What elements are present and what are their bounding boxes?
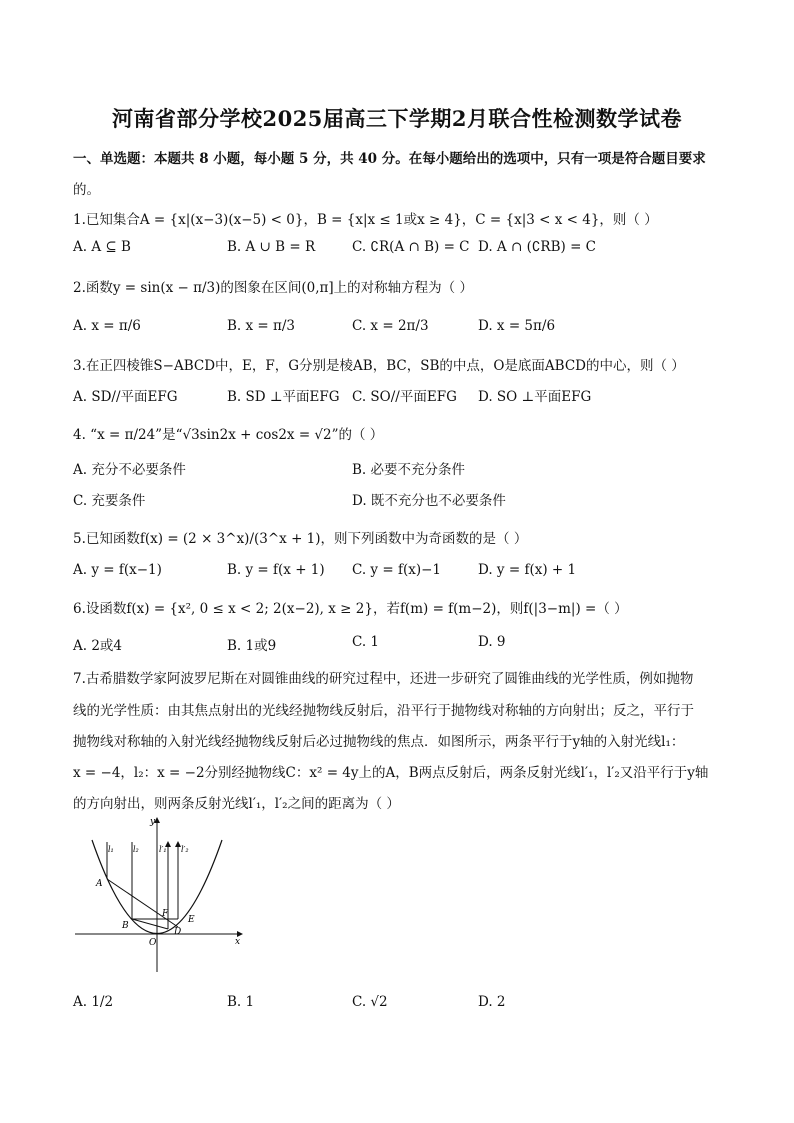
- label-l1-prime: l′₁: [159, 845, 167, 854]
- segment-b-d: [132, 919, 168, 929]
- q7-option-b: B. 1: [227, 994, 255, 1010]
- q7-option-d: D. 2: [478, 994, 506, 1010]
- q5-option-b: B. y = f(x + 1): [227, 562, 325, 578]
- label-y: y: [150, 817, 156, 827]
- label-point-d: D: [174, 927, 182, 937]
- q4-option-b: B. 必要不充分条件: [352, 462, 466, 478]
- q2-option-d: D. x = 5π/6: [478, 318, 556, 334]
- q2-option-b: B. x = π/3: [227, 318, 296, 334]
- label-l1: l₁: [108, 845, 114, 854]
- question-3-stem: 3.在正四棱锥S−ABCD中，E，F，G分别是棱AB，BC，SB的中点，O是底面ABCD的中心，则（ ）: [73, 358, 685, 374]
- q5-option-d: D. y = f(x) + 1: [478, 562, 577, 578]
- q3-option-b: B. SD ⊥平面EFG: [227, 389, 340, 405]
- q7-option-c: C. √2: [352, 994, 388, 1010]
- reflected-a-to-d: [107, 879, 178, 927]
- q1-option-d: D. A ∩ (∁RB) = C: [478, 239, 596, 255]
- section-header: 一、单选题：本题共 8 小题，每小题 5 分，共 40 分。在每小题给出的选项中，只有一项是符合题目要求: [73, 151, 706, 167]
- q7-option-a: A. 1/2: [73, 994, 114, 1010]
- question-5-stem: 5.已知函数f(x) = (2 × 3^x)/(3^x + 1)，则下列函数中为奇函数的是（ ）: [73, 531, 528, 547]
- q4-option-c: C. 充要条件: [73, 493, 146, 509]
- q3-option-d: D. SO ⊥平面EFG: [478, 389, 592, 405]
- label-point-e: E: [188, 915, 195, 925]
- question-7-stem-line-4: x = −4，l₂：x = −2分别经抛物线C：x² = 4y上的A，B两点反射后，两条反射光线l′₁，l′₂又沿平行于y轴: [73, 765, 709, 781]
- q2-option-a: A. x = π/6: [73, 318, 141, 334]
- q6-option-b: B. 1或9: [227, 638, 277, 654]
- label-point-b: B: [122, 921, 129, 931]
- q5-option-c: C. y = f(x)−1: [352, 562, 441, 578]
- q3-option-c: C. SO//平面EFG: [352, 389, 457, 405]
- q4-option-a: A. 充分不必要条件: [73, 462, 186, 478]
- parabola-reflection-figure: [70, 812, 250, 977]
- q6-option-a: A. 2或4: [73, 638, 123, 654]
- question-7-stem-line-2: 线的光学性质：由其焦点射出的光线经抛物线反射后，沿平行于抛物线对称轴的方向射出；反之，平行于: [73, 703, 694, 719]
- question-6-stem: 6.设函数f(x) = {x², 0 ≤ x < 2; 2(x−2), x ≥ 2}，若f(m) = f(m−2)，则f(|3−m|) =（ ）: [73, 601, 628, 617]
- question-7-stem-line-5: 的方向射出，则两条反射光线l′₁，l′₂之间的距离为（ ）: [73, 796, 400, 812]
- q6-option-d: D. 9: [478, 634, 506, 650]
- q4-option-d: D. 既不充分也不必要条件: [352, 493, 506, 509]
- label-point-a: A: [96, 879, 103, 889]
- label-l2-prime: l′₂: [181, 845, 189, 854]
- question-2-stem: 2.函数y = sin(x − π/3)的图象在区间(0,π]上的对称轴方程为（ ）: [73, 280, 473, 296]
- q1-option-a: A. A ⊆ B: [73, 239, 131, 255]
- question-4-stem: 4. “x = π/24”是“√3sin2x + cos2x = √2”的（ ）: [73, 427, 384, 443]
- question-1-stem: 1.已知集合A = {x|(x−3)(x−5) < 0}，B = {x|x ≤ 1或x ≥ 4}，C = {x|3 < x < 4}，则（ ）: [73, 212, 658, 228]
- label-l2: l₂: [133, 845, 139, 854]
- q1-option-c: C. ∁R(A ∩ B) = C: [352, 239, 470, 255]
- q5-option-a: A. y = f(x−1): [73, 562, 162, 578]
- q3-option-a: A. SD//平面EFG: [73, 389, 178, 405]
- q2-option-c: C. x = 2π/3: [352, 318, 429, 334]
- section-header-cont: 的。: [73, 182, 100, 198]
- q1-option-b: B. A ∪ B = R: [227, 239, 316, 255]
- label-origin-o: O: [149, 938, 157, 948]
- question-7-stem-line-1: 7.古希腊数学家阿波罗尼斯在对圆锥曲线的研究过程中，还进一步研究了圆锥曲线的光学性质，例如抛物: [73, 671, 694, 687]
- label-point-f: F: [162, 909, 169, 919]
- label-x: x: [235, 937, 241, 947]
- page-title: 河南省部分学校2025届高三下学期2月联合性检测数学试卷: [111, 106, 683, 131]
- q6-option-c: C. 1: [352, 634, 380, 650]
- question-7-stem-line-3: 抛物线对称轴的入射光线经抛物线反射后必过抛物线的焦点．如图所示，两条平行于y轴的入射光线l₁：: [73, 734, 685, 750]
